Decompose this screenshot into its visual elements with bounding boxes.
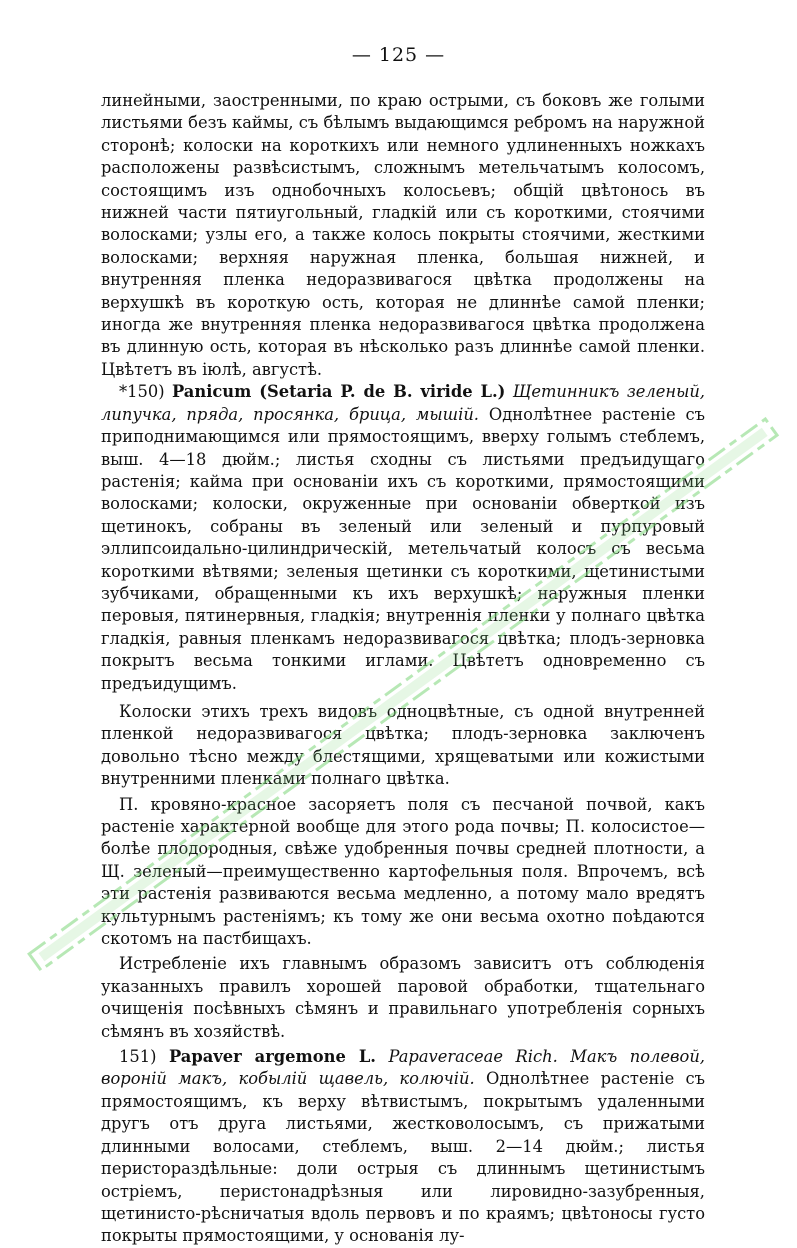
latin-name: Papaver argemone L.	[168, 1047, 376, 1067]
latin-name: Panicum (Setaria P. de B. viride L.)	[172, 382, 506, 402]
paragraph-1: линейными, заостренными, по краю острыми, съ боковъ же голыми листьями безъ каймы, съ бѣлымъ выдающимся ребромъ на наружной сторонѣ; колоски на короткихъ или немного удлиненныхъ ножкахъ расположены развѣсистымъ, сложнымъ метельчатымъ колосомъ, состоящимъ изъ однобочныхъ колосьевъ; общій цвѣтонось въ нижней части пятиугольный, гладкій или съ короткими, стоячими волосками; узлы его, а также колось покрыты стоячими, жесткими волосками; верхняя наружная пленка, большая нижней, и внутренняя пленка недоразвивагося цвѣтка продолжены на верхушкѣ въ короткую ость, которая не длиннѣе самой пленки; иногда же внутренняя пленка недоразвивагося цвѣтка продолжена въ длинную ость, которая въ нѣсколько разъ длиннѣе самой пленки. Цвѣтетъ въ іюлѣ, августѣ.	[101, 91, 705, 379]
entry-151	[101, 1046, 705, 1248]
entry-number: *150)	[119, 382, 165, 402]
entry-description: Однолѣтнее растеніе съ прямостоящимъ, къ верху вѣтвистымъ, покрытымъ удаленными другъ отъ друга листьями, жестковолосымъ, съ прижатыми длинными волосами, стеблемъ, выш. 2—14 дюйм.; листья перистораздѣльные: доли острыя съ длиннымъ щетинистымъ остріемъ, перистонадрѣзныя или лировидно-зазубренныя, щетинисто-рѣсничатыя вдоль первовъ и по краямъ; цвѣтоносы густо покрыты прямостоящими, у основанія лу-	[101, 1069, 705, 1246]
paragraph-5: Истребленіе ихъ главнымъ образомъ зависитъ отъ соблюденія указанныхъ правилъ хорошей паровой обработки, тщательнаго очищенія посѣвныхъ сѣмянъ и правильнаго употребленія сорныхъ сѣмянъ въ хозяйствѣ.	[101, 954, 705, 1041]
paragraph-3: Колоски этихъ трехъ видовъ одноцвѣтные, съ одной внутренней пленкой недоразвивагося цвѣтка; плодъ-зерновка заключенъ довольно тѣсно между блестящими, хрящеватыми или кожистыми внутренними пленками полнаго цвѣтка.	[101, 701, 705, 789]
entry-150	[101, 381, 705, 695]
paragraph-4: П. кровяно-красное засоряетъ поля съ песчаной почвой, какъ растеніе характерной вообще для этого рода почвы; П. колосистое—болѣе плодородныя, свѣже удобренныя почвы средней плотности, а Щ. зеленый—преимущественно картофельныя поля. Впрочемъ, всѣ эти растенія развиваются весьма медленно, а потому мало вредятъ культурнымъ растеніямъ; къ тому же они весьма охотно поѣдаются скотомъ на пастбищахъ.	[101, 794, 705, 949]
page-number: — 125 —	[351, 44, 446, 66]
body-text	[101, 90, 705, 1248]
entry-number: 151)	[119, 1047, 157, 1067]
entry-description: Однолѣтнее растеніе съ приподнимающимся или прямостоящимъ, вверху голымъ стеблемъ, выш. 4—18 дюйм.; листья сходны съ листьями предъидущаго растенія; кайма при основаніи ихъ съ короткими, прямостоящими волосками; колоски, окруженные при основаніи обверткой изъ щетинокъ, собраны въ зеленый или зеленый и пурпуровый эллипсоидально-цилиндрическій, метельчатый колосъ съ весьма короткими вѣтвями; зеленыя щетинки съ короткими, щетинистыми зубчиками, обращенными къ ихъ верхушкѣ; наружныя пленки перовыя, пятинервныя, гладкія; внутреннія пленки у полнаго цвѣтка гладкія, равныя пленкамъ недоразвивагося цвѣтка; плодъ-зерновка покрытъ весьма тонкими иглами. Цвѣтетъ одновременно съ предъидущимъ.	[101, 404, 705, 693]
common-names: Щетинникъ зеленый, липучка, пряда, просянка, брица, мышій.	[101, 382, 705, 424]
family-name: Papaveraceae Rich.	[388, 1047, 558, 1067]
common-names: Макъ полевой, вороній макъ, кобылій щавель, колючій.	[101, 1047, 705, 1089]
